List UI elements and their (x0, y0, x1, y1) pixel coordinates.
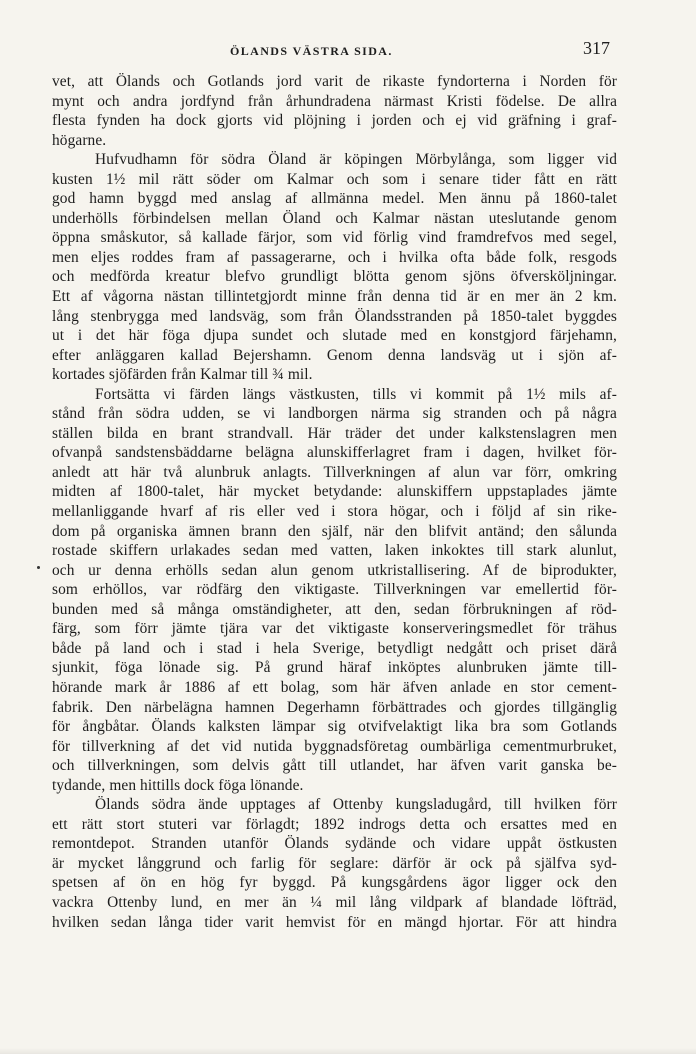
text-line: ut i det här föga djupa sundet och slutade med en konstgjord färjehamn, (52, 327, 617, 345)
ink-speck (37, 566, 40, 569)
text-line: dom på organiska ämnen brann den själf, när den blifvit antänd; den sålunda (52, 522, 617, 540)
text-line: ofvanpå sandstensbäddarne belägna alunskifferlagret fram i dagen, hvilket för- (52, 444, 617, 462)
text-line: mellanliggande hvarf af ris eller ved i stora högar, och i följd af sin rike- (52, 503, 617, 521)
text-line: rostade skiffern urlakades sedan med vatten, laken inkoktes till stark alunlut, (52, 542, 617, 560)
text-line: kusten 1½ mil rätt söder om Kalmar och som i senare tider fått en rätt (52, 170, 617, 188)
text-line: god hamn byggd med anslag af allmänna medel. Men ännu på 1860-talet (52, 190, 617, 208)
text-line: fabrik. Den närbelägna hamnen Degerhamn förbättrades och gjordes tillgänglig (52, 698, 617, 716)
text-line: ett rätt stort stuteri var förlagdt; 1892 indrogs detta och ersattes med en (52, 815, 617, 833)
text-line: Ett af vågorna nästan tillintetgjordt minne från denna tid är en mer än 2 km. (52, 288, 617, 306)
text-line: för tillverkning af det vid nutida byggnadsföretag oumbärliga cementmurbruket, (52, 737, 617, 755)
text-line: midten af 1800-talet, här mycket betydande: alunskiffern uppstaplades jämte (52, 483, 617, 501)
text-line: sjunkit, föga lönade sig. På grund häraf inköptes alunbruken jämte till- (52, 659, 617, 677)
text-line: men eljes roddes fram af passagerarne, och i hvilka ofta både folk, resgods (52, 248, 617, 266)
text-line: ställen bilda en brant strandvall. Här träder det under kalkstenslagren men (52, 424, 617, 442)
running-title: ÖLANDS VÄSTRA SIDA. (230, 44, 393, 58)
text-line: flesta fynden ha dock gjorts vid plöjning i jorden och ej vid gräfning i graf- (52, 112, 617, 130)
page-number: 317 (583, 38, 610, 58)
text-line: och ur denna erhölls sedan alun genom utkristallisering. Af de biprodukter, (52, 561, 617, 579)
text-line: hörande mark år 1886 af ett bolag, som här äfven anlade en stor cement- (52, 678, 617, 696)
text-line: både på land och i stad i hela Sverige, betydligt nedgått och priset därå (52, 639, 617, 657)
text-line: lång stenbrygga med landsväg, som från Ölandsstranden på 1850-talet byggdes (52, 307, 617, 325)
text-line: hvilken sedan långa tider varit hemvist för en mängd hjortar. För att hindra (52, 913, 617, 931)
text-line: högarne. (52, 131, 107, 149)
text-line: remontdepot. Stranden utanför Ölands sydände och vidare uppåt östkusten (52, 835, 617, 853)
text-line: efter anläggaren kallad Bejershamn. Genom denna landsväg ut i sjön af- (52, 346, 617, 364)
paragraph-start-line: Hufvudhamn för södra Öland är köpingen Mörbylånga, som ligger vid (95, 151, 617, 169)
text-line: öppna småskutor, så kallade färjor, som vid förlig vind framdrefvos med segel, (52, 229, 617, 247)
paragraph-start-line: Fortsätta vi färden längs västkusten, tills vi kommit på 1½ mils af- (95, 385, 617, 403)
text-line: färg, som förr jämte tjära var det viktigaste konserveringsmedlet för trähus (52, 620, 617, 638)
body-text (52, 72, 617, 932)
text-line: vet, att Ölands och Gotlands jord varit de rikaste fyndorterna i Norden för (52, 73, 617, 90)
text-line: mynt och andra jordfynd från århundradena närmast Kristi födelse. De allra (52, 92, 617, 110)
text-line: kortades sjöfärden från Kalmar till ¾ mil. (52, 366, 313, 384)
text-line: som erhöllos, var rödfärg den viktigaste. Tillverkningen var emellertid för- (52, 581, 617, 599)
text-line: är mycket långgrund och farlig för seglare: därför är ock på själfva syd- (52, 854, 617, 872)
text-line: vackra Ottenby lund, en mer än ¼ mil lång vildpark af blandade löfträd, (52, 893, 617, 911)
text-line: och tillverkningen, som delvis gått till utlandet, har äfven varit ganska be- (52, 757, 617, 775)
text-line: spetsen af ön en hög fyr byggd. På kungsgårdens ägor ligger ock den (52, 874, 617, 892)
scan-edge-shadow (0, 1048, 696, 1054)
text-line: för ångbåtar. Ölands kalksten lämpar sig otvifvelaktigt lika bra som Gotlands (52, 718, 617, 736)
paragraph-start-line: Ölands södra ände upptages af Ottenby kungsladugård, till hvilken förr (95, 796, 617, 814)
text-line: underhölls förbindelsen mellan Öland och Kalmar nästan uteslutande genom (52, 209, 617, 227)
text-line: bunden med så många omständigheter, att den, sedan förbrukningen af röd- (52, 600, 617, 618)
text-line: tydande, men hittills dock föga lönande. (52, 776, 304, 794)
text-line: och medförda kreatur blefvo grundligt blötta genom sjöns öfversköljningar. (52, 268, 617, 286)
text-line: stånd från södra udden, se vi landborgen närma sig stranden och på några (52, 405, 617, 423)
text-line: anledt att här två alunbruk anlagts. Tillverkningen af alun var förr, omkring (52, 463, 617, 481)
